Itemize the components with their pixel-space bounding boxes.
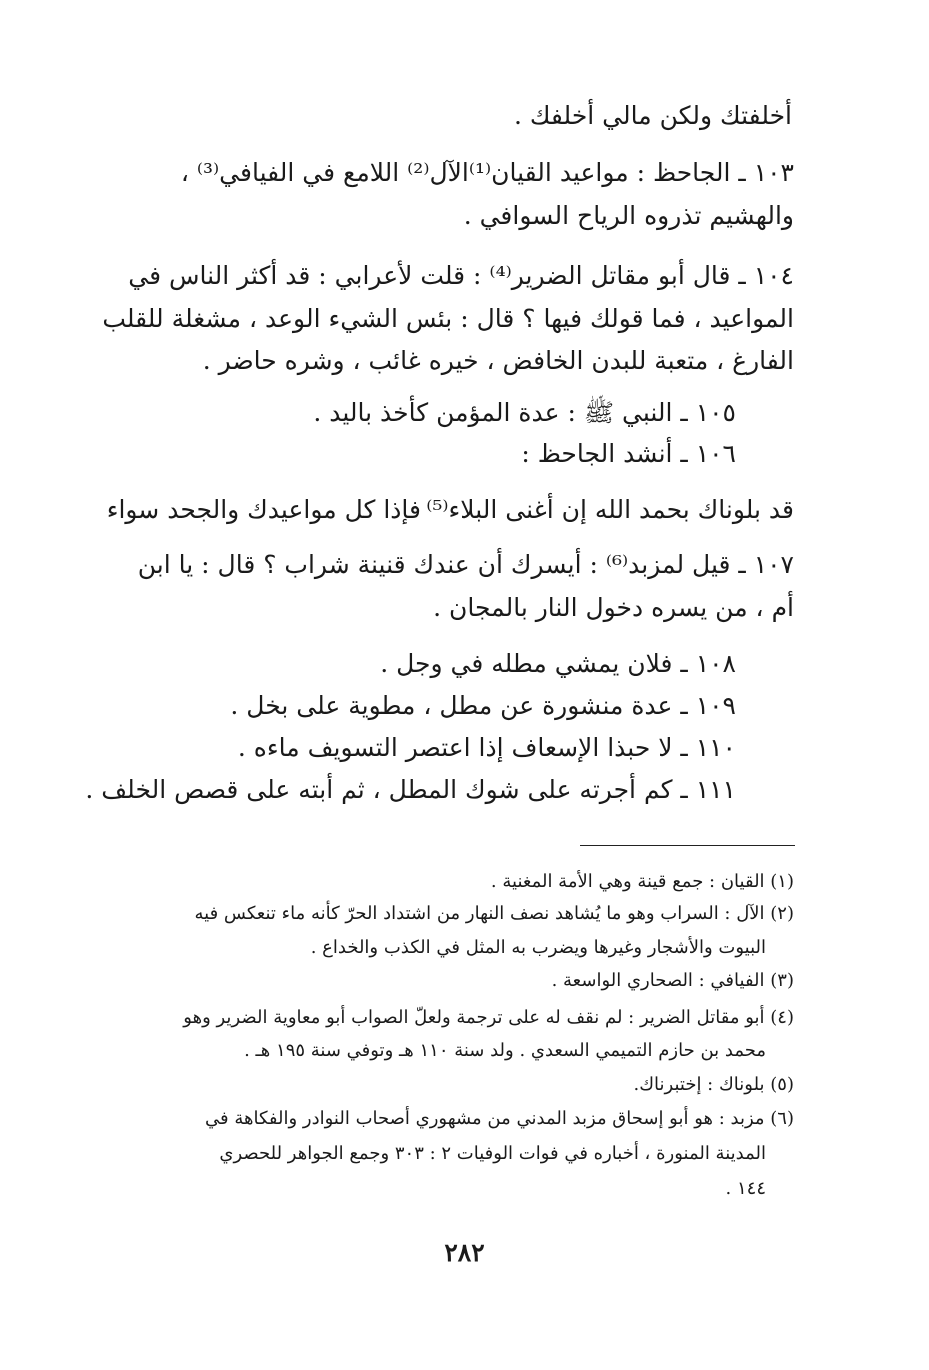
page-number: ٢٨٢: [444, 1238, 485, 1267]
footnote-5: (٥) بلوناك : إختبرناك.: [633, 1074, 794, 1095]
body-line-continuation: أخلفتك ولكن مالي أخلفك .: [513, 101, 792, 130]
entry-106: ١٠٦ ـ أنشد الجاحظ :: [521, 439, 736, 468]
entry-104-line-2: المواعيد ، فما قولك فيها ؟ قال : بئس الشيء الوعد ، مشغلة للقلب: [102, 304, 794, 333]
entry-104-line-1: ١٠٤ ـ قال أبو مقاتل الضرير⁽⁴⁾ : قلت لأعرابي : قد أكثر الناس في: [128, 261, 794, 290]
verse-first-hemistich: قد بلوناك بحمد الله إن أغنى البلاء⁽⁵⁾: [426, 495, 794, 524]
footnote-6-line-1: (٦) مزبد : هو أبو إسحاق مزبد المدني من مشهوري أصحاب النوادر والفكاهة في: [205, 1108, 794, 1129]
entry-108: ١٠٨ ـ فلان يمشي مطله في وجل .: [380, 649, 736, 678]
entry-109: ١٠٩ ـ عدة منشورة عن مطل ، مطوية على بخل .: [230, 691, 736, 720]
footnote-4-line-1: (٤) أبو مقاتل الضرير : لم نقف له على ترجمة ولعلّ الصواب أبو معاوية الضرير وهو: [183, 1007, 794, 1028]
entry-104-line-3: الفارغ ، متعبة للبدن الخافض ، خيره غائب ، وشره حاضر .: [202, 346, 794, 375]
verse-second-hemistich: فإذا كل مواعيدك والجحد سواء: [106, 495, 421, 524]
footnote-3: (٣) الفيافي : الصحاري الواسعة .: [551, 970, 794, 991]
footnote-4-line-2: محمد بن حازم التميمي السعدي . ولد سنة ١١٠ هـ وتوفي سنة ١٩٥ هـ .: [244, 1040, 766, 1061]
entry-107-line-1: ١٠٧ ـ قيل لمزبد⁽⁶⁾ : أيسرك أن عندك قنينة شراب ؟ قال : يا ابن: [137, 550, 794, 579]
footnote-6-line-2: المدينة المنورة ، أخباره في فوات الوفيات ٢ : ٣٠٣ وجمع الجواهر للحصري: [219, 1143, 766, 1164]
entry-107-line-2: أم ، من يسره دخول النار بالمجان .: [433, 593, 794, 622]
entry-103-line-1: ١٠٣ ـ الجاحظ : مواعيد القيان⁽¹⁾الآل⁽²⁾ اللامع في الفيافي⁽³⁾ ،: [180, 158, 794, 187]
footnote-6-line-3: ١٤٤ .: [725, 1178, 766, 1199]
entry-111: ١١١ ـ كم أجرته على شوك المطل ، ثم أبته على قصص الخلف .: [85, 775, 736, 804]
entry-105: ١٠٥ ـ النبي ﷺ : عدة المؤمن كأخذ باليد .: [313, 398, 736, 427]
footnote-1: (١) القيان : جمع قينة وهي الأمة المغنية .: [490, 871, 794, 892]
footnote-separator: [580, 845, 795, 846]
footnote-2-line-1: (٢) الآل : السراب وهو ما يُشاهد نصف النهار من اشتداد الحرّ كأنه ماء تنعكس فيه: [194, 903, 794, 924]
entry-103-line-2: والهشيم تذروه الرياح السوافي .: [463, 201, 794, 230]
footnote-2-line-2: البيوت والأشجار وغيرها ويضرب به المثل في الكذب والخداع .: [310, 937, 766, 958]
entry-110: ١١٠ ـ لا حبذا الإسعاف إذا اعتصر التسويف ماءه .: [237, 733, 736, 762]
